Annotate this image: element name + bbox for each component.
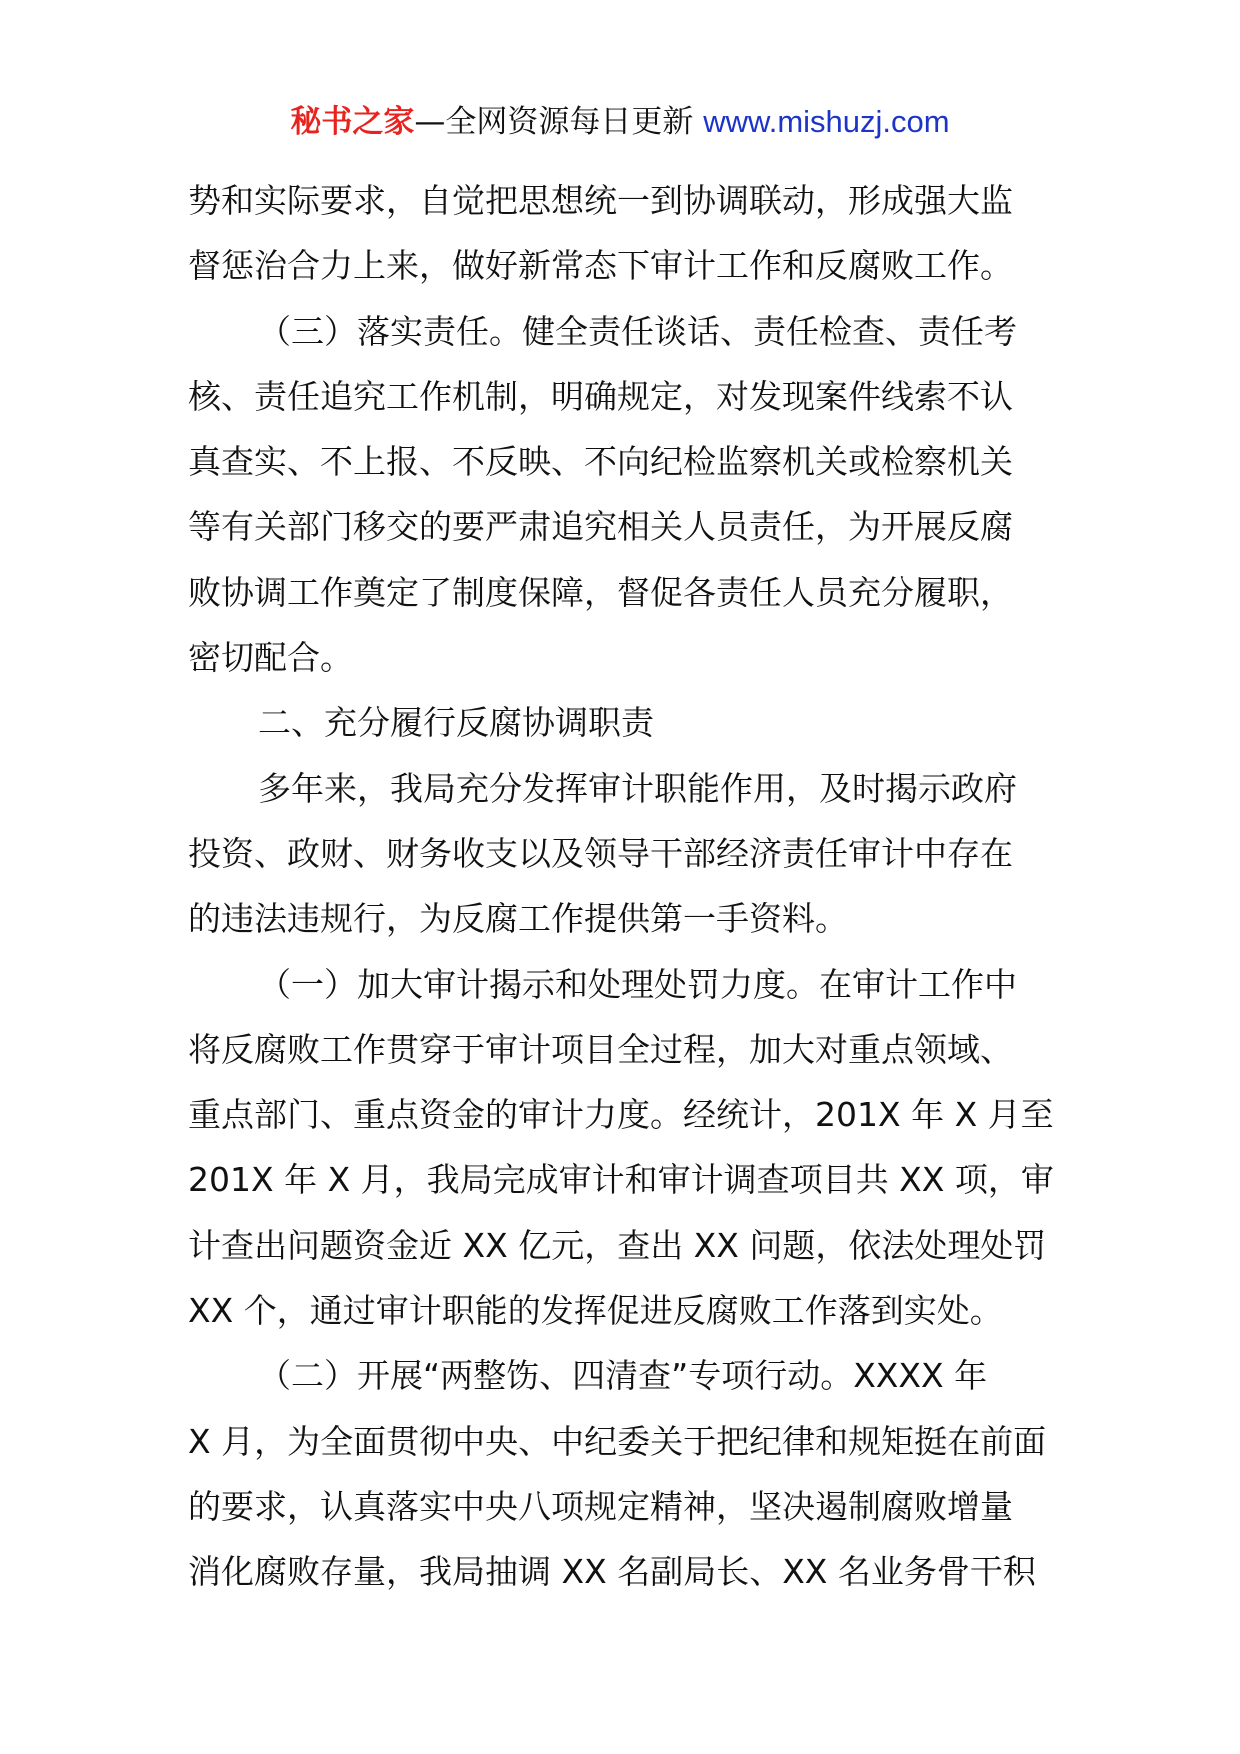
text-line: 计查出问题资金近 XX 亿元，查出 XX 问题，依法处理处罚	[188, 1225, 1047, 1265]
text-line: 201X 年 X 月，我局完成审计和审计调查项目共 XX 项，审	[188, 1160, 1054, 1200]
text-line: 密切配合。	[188, 638, 353, 678]
text-line: 将反腐败工作贯穿于审计项目全过程，加大对重点领域、	[188, 1029, 1013, 1069]
text-line: 多年来，我局充分发挥审计职能作用，及时揭示政府	[258, 768, 1017, 808]
text-line: XX 个，通过审计职能的发挥促进反腐败工作落到实处。	[188, 1291, 1003, 1331]
text-line: 等有关部门移交的要严肃追究相关人员责任，为开展反腐	[188, 507, 1013, 547]
text-line: 败协调工作奠定了制度保障，督促各责任人员充分履职，	[188, 572, 1013, 612]
page-header	[0, 100, 1240, 144]
text-line: （一）加大审计揭示和处理处罚力度。在审计工作中	[258, 964, 1017, 1004]
site-url[interactable]: www.mishuzj.com	[703, 104, 950, 139]
text-line: 的违法违规行，为反腐工作提供第一手资料。	[188, 899, 848, 939]
text-line: （三）落实责任。健全责任谈话、责任检查、责任考	[258, 311, 1017, 351]
text-line: 督惩治合力上来，做好新常态下审计工作和反腐败工作。	[188, 246, 1013, 286]
site-slogan: —全网资源每日更新	[414, 104, 704, 140]
text-line: 势和实际要求，自觉把思想统一到协调联动，形成强大监	[188, 181, 1013, 220]
site-brand: 秘书之家	[290, 104, 415, 140]
document-body	[188, 168, 1058, 1605]
text-line: X 月，为全面贯彻中央、中纪委关于把纪律和规矩挺在前面	[188, 1421, 1047, 1461]
text-line: （二）开展“两整饬、四清查”专项行动。XXXX 年	[258, 1356, 988, 1396]
section-heading: 二、充分履行反腐协调职责	[258, 703, 654, 743]
text-line: 重点部门、重点资金的审计力度。经统计，201X 年 X 月至	[188, 1095, 1054, 1135]
text-line: 的要求，认真落实中央八项规定精神，坚决遏制腐败增量	[188, 1486, 1013, 1526]
text-line: 消化腐败存量，我局抽调 XX 名副局长、XX 名业务骨干积	[188, 1552, 1036, 1592]
text-line: 核、责任追究工作机制，明确规定，对发现案件线索不认	[188, 376, 1013, 416]
text-line: 真查实、不上报、不反映、不向纪检监察机关或检察机关	[188, 442, 1013, 482]
text-line: 投资、政财、财务收支以及领导干部经济责任审计中存在	[188, 833, 1013, 873]
